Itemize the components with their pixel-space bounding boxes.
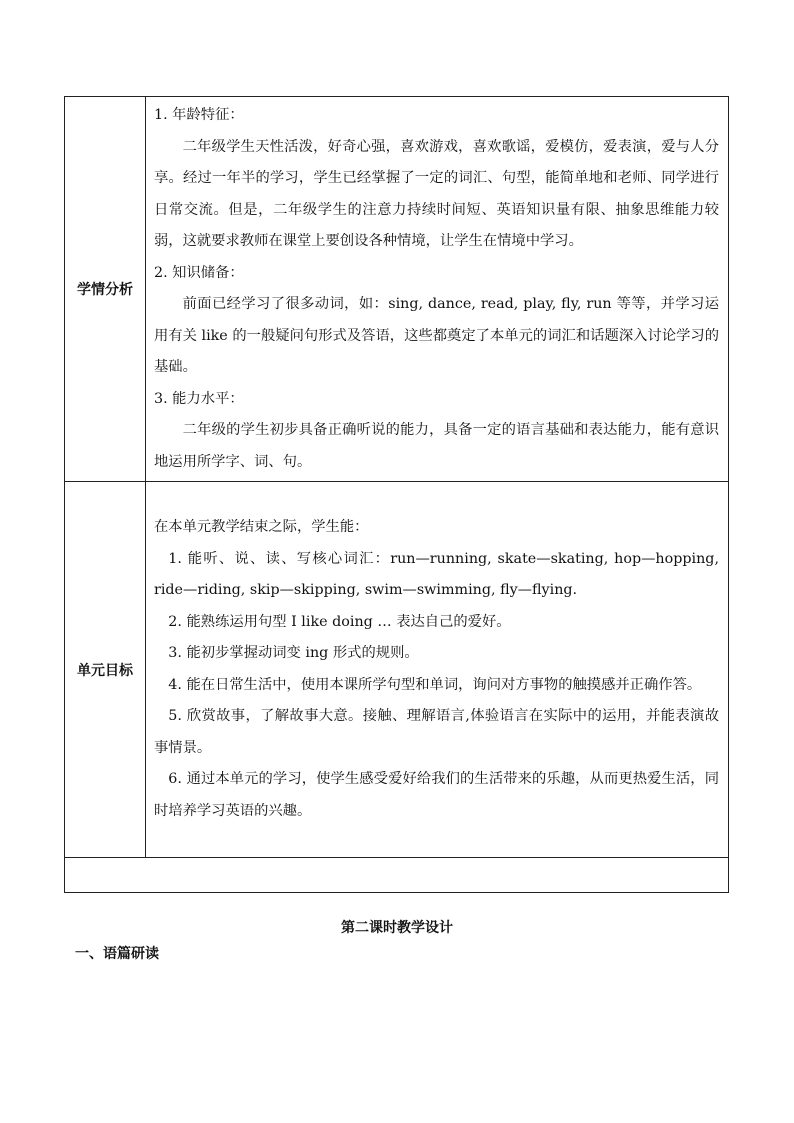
table-row [65,858,729,893]
table-row [65,482,729,858]
analysis-paragraph-age: 二年级学生天性活泼，好奇心强，喜欢游戏，喜欢歌谣，爱模仿，爱表演，爱与人分享。经过一年半的学习，学生已经掌握了一定的词汇、句型，能简单地和老师、同学进行日常交流。但是，二年级学生的注意力持续时间短、英语知识量有限、抽象思维能力较弱，这就要求教师在课堂上要创设各种情境，让学生在情境中学习。 [154,138,719,249]
analysis-paragraph-knowledge: 前面已经学习了很多动词，如：sing, dance, read, play, fly, run 等等，并学习运用有关 like 的一般疑问句形式及答语，这些都奠定了本单元的词汇和话题深入讨论学习的基础。 [154,296,719,375]
section-heading: 一、语篇研读 [75,946,159,962]
goal-item: 4. 能在日常生活中，使用本课所学句型和单词，询问对方事物的触摸感并正确作答。 [168,676,702,693]
analysis-content [146,97,729,482]
analysis-paragraph-ability: 二年级的学生初步具备正确听说的能力，具备一定的语言基础和表达能力，能有意识地运用所学字、词、句。 [154,422,719,470]
empty-row [65,858,729,893]
analysis-heading-age: 1. 年龄特征： [154,107,244,123]
goal-item: 5. 欣赏故事，了解故事大意。接触、理解语言,体验语言在实际中的运用，并能表演故事情景。 [154,708,719,756]
analysis-heading-knowledge: 2. 知识储备： [154,264,244,281]
table-row [65,97,729,482]
lesson-title: 第二课时教学设计 [341,920,453,936]
goal-item: 3. 能初步掌握动词变 ing 形式的规则。 [168,645,419,661]
row-label-goals: 单元目标 [65,482,146,858]
goals-intro: 在本单元教学结束之际，学生能： [154,519,369,535]
row-label-analysis: 学情分析 [65,97,146,482]
analysis-heading-ability: 3. 能力水平： [154,390,244,407]
goals-content [146,482,729,858]
goal-item: 6. 通过本单元的学习，使学生感受爱好给我们的生活带来的乐趣，从而更热爱生活，同时培养学习英语的兴趣。 [154,771,719,819]
goal-item: 2. 能熟练运用句型 I like doing … 表达自己的爱好。 [168,613,511,630]
lesson-plan-table [64,96,729,893]
goal-item: 1. 能听、说、读、写核心词汇：run—running, skate—skating, hop—hopping, ride—riding, skip—skipping, swim—swimming, fly—flying. [154,550,719,598]
